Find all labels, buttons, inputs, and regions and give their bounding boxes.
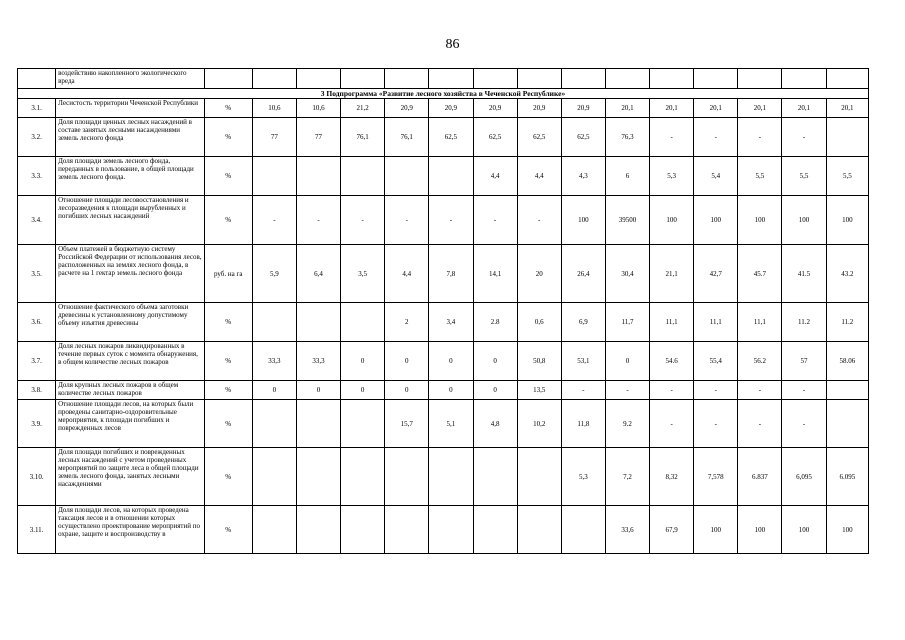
value-cell xyxy=(517,506,561,554)
value-cell: - xyxy=(429,196,473,245)
row-number: 3.6. xyxy=(18,303,56,342)
indicator-cell: Объем платежей в бюджетную систему Российской Федерации от использования лесов, расположенных на землях лесного фонда, в расчете на 1 гектар земель лесного фонда xyxy=(56,245,205,303)
value-cell: 100 xyxy=(561,196,605,245)
value-cell: 11.2 xyxy=(782,303,826,342)
value-cell xyxy=(473,506,517,554)
table-row xyxy=(18,342,869,381)
section-header-row xyxy=(18,89,869,99)
unit-cell: % xyxy=(204,506,252,554)
value-cell: 20,1 xyxy=(826,99,868,118)
value-cell: 56.2 xyxy=(738,342,782,381)
value-cell: 3,4 xyxy=(429,303,473,342)
value-cell: 100 xyxy=(826,196,868,245)
value-cell xyxy=(429,157,473,196)
value-cell xyxy=(296,400,340,448)
value-cell: 6.095 xyxy=(826,448,868,506)
value-cell: 11,1 xyxy=(694,303,738,342)
value-cell: - xyxy=(473,196,517,245)
row-number: 3.7. xyxy=(18,342,56,381)
table-row-continuation xyxy=(18,69,869,89)
table-row xyxy=(18,506,869,554)
value-cell: 100 xyxy=(694,506,738,554)
section-title: 3 Подпрограмма «Развитие лесного хозяйства в Чеченской Республике» xyxy=(18,89,869,99)
value-cell xyxy=(296,506,340,554)
value-cell: - xyxy=(385,196,429,245)
value-cell: 6 xyxy=(605,157,649,196)
value-cell: 20,9 xyxy=(385,99,429,118)
value-cell xyxy=(429,448,473,506)
unit-cell: % xyxy=(204,448,252,506)
value-cell: 5,9 xyxy=(252,245,296,303)
value-cell: 20,1 xyxy=(650,99,694,118)
indicator-cell: Отношение фактического объема заготовки древесины к установленному допустимому объему изъятия древесины xyxy=(56,303,205,342)
value-cell: 6,095 xyxy=(782,448,826,506)
value-cell: - xyxy=(561,381,605,400)
value-cell: 4,4 xyxy=(517,157,561,196)
value-cell: 2.8 xyxy=(473,303,517,342)
row-number: 3.8. xyxy=(18,381,56,400)
unit-cell: % xyxy=(204,196,252,245)
value-cell xyxy=(341,303,385,342)
value-cell: 20 xyxy=(517,245,561,303)
value-cell: 5,3 xyxy=(650,157,694,196)
value-cell: 76,1 xyxy=(341,118,385,157)
value-cell: 33,6 xyxy=(605,506,649,554)
value-cell: 0 xyxy=(341,381,385,400)
unit-cell: % xyxy=(204,99,252,118)
value-cell xyxy=(341,157,385,196)
value-cell: 42,7 xyxy=(694,245,738,303)
unit-cell: % xyxy=(204,118,252,157)
value-cell: 100 xyxy=(694,196,738,245)
unit-cell: % xyxy=(204,342,252,381)
value-cell: 11,1 xyxy=(738,303,782,342)
value-cell xyxy=(341,506,385,554)
value-cell: 0 xyxy=(385,342,429,381)
value-cell: 77 xyxy=(296,118,340,157)
value-cell xyxy=(561,506,605,554)
value-cell: 10,2 xyxy=(517,400,561,448)
value-cell: 5,5 xyxy=(782,157,826,196)
value-cell: 41.5 xyxy=(782,245,826,303)
value-cell: 3,5 xyxy=(341,245,385,303)
table-row xyxy=(18,118,869,157)
value-cell: 4,8 xyxy=(473,400,517,448)
value-cell: 7,8 xyxy=(429,245,473,303)
value-cell xyxy=(296,157,340,196)
value-cell xyxy=(473,448,517,506)
value-cell xyxy=(296,303,340,342)
value-cell: 76,1 xyxy=(385,118,429,157)
value-cell: 15,7 xyxy=(385,400,429,448)
value-cell: 55,4 xyxy=(694,342,738,381)
value-cell: - xyxy=(650,381,694,400)
value-cell: 20,9 xyxy=(561,99,605,118)
row-number: 3.2. xyxy=(18,118,56,157)
value-cell: 2 xyxy=(385,303,429,342)
value-cell: 20,1 xyxy=(694,99,738,118)
value-cell: 0 xyxy=(473,381,517,400)
value-cell: 5,5 xyxy=(826,157,868,196)
value-cell: 76,3 xyxy=(605,118,649,157)
value-cell: 0 xyxy=(473,342,517,381)
value-cell: 6,4 xyxy=(296,245,340,303)
value-cell: 54.6 xyxy=(650,342,694,381)
value-cell: 100 xyxy=(738,506,782,554)
value-cell xyxy=(252,400,296,448)
value-cell: - xyxy=(782,381,826,400)
page-number: 86 xyxy=(445,37,460,52)
value-cell xyxy=(385,506,429,554)
value-cell xyxy=(826,381,868,400)
indicator-cell: Доля площади земель лесного фонда, переданных в пользование, в общей площади земель лесного фонда. xyxy=(56,157,205,196)
value-cell: 11,1 xyxy=(650,303,694,342)
value-cell: - xyxy=(782,400,826,448)
table-row xyxy=(18,245,869,303)
value-cell: 53,1 xyxy=(561,342,605,381)
unit-cell: % xyxy=(204,157,252,196)
value-cell xyxy=(252,448,296,506)
value-cell: 11.2 xyxy=(826,303,868,342)
value-cell: 21,1 xyxy=(650,245,694,303)
value-cell: - xyxy=(605,381,649,400)
value-cell: 20,9 xyxy=(473,99,517,118)
value-cell: - xyxy=(252,196,296,245)
value-cell: 0 xyxy=(296,381,340,400)
value-cell xyxy=(252,157,296,196)
unit-cell: % xyxy=(204,303,252,342)
value-cell: 77 xyxy=(252,118,296,157)
value-cell xyxy=(296,448,340,506)
indicator-cell: Доля площади погибших и поврежденных лесных насаждений с учетом проведенных мероприятий по защите леса в общей площади земель лесного фонда, занятых лесными насаждениями xyxy=(56,448,205,506)
row-number: 3.11. xyxy=(18,506,56,554)
value-cell: 20,1 xyxy=(605,99,649,118)
value-cell: 5,5 xyxy=(738,157,782,196)
value-cell xyxy=(341,400,385,448)
value-cell: 100 xyxy=(782,196,826,245)
value-cell: 62,5 xyxy=(473,118,517,157)
indicator-cell: Доля лесных пожаров ликвидированных в течение первых суток с момента обнаружения, в общем количестве лесных пожаров xyxy=(56,342,205,381)
row-number: 3.5. xyxy=(18,245,56,303)
value-cell: 9.2 xyxy=(605,400,649,448)
value-cell: 7,578 xyxy=(694,448,738,506)
value-cell: 100 xyxy=(826,506,868,554)
row-number: 3.1. xyxy=(18,99,56,118)
value-cell: 14,1 xyxy=(473,245,517,303)
value-cell xyxy=(517,448,561,506)
value-cell: - xyxy=(694,118,738,157)
value-cell: 8,32 xyxy=(650,448,694,506)
value-cell: 0 xyxy=(341,342,385,381)
value-cell: - xyxy=(296,196,340,245)
value-cell: 4,3 xyxy=(561,157,605,196)
value-cell: - xyxy=(738,118,782,157)
value-cell: 67,9 xyxy=(650,506,694,554)
value-cell: 4,4 xyxy=(385,245,429,303)
value-cell: 33,3 xyxy=(296,342,340,381)
value-cell: 43.2 xyxy=(826,245,868,303)
value-cell: 100 xyxy=(650,196,694,245)
value-cell xyxy=(252,303,296,342)
table-row xyxy=(18,381,869,400)
unit-cell: % xyxy=(204,381,252,400)
value-cell: - xyxy=(738,381,782,400)
value-cell xyxy=(385,448,429,506)
value-cell: 5,1 xyxy=(429,400,473,448)
value-cell xyxy=(826,400,868,448)
value-cell xyxy=(826,118,868,157)
value-cell xyxy=(252,506,296,554)
value-cell: 33,3 xyxy=(252,342,296,381)
value-cell: 13,5 xyxy=(517,381,561,400)
table-row xyxy=(18,196,869,245)
indicators-table xyxy=(17,68,869,554)
value-cell: - xyxy=(782,118,826,157)
value-cell: 10,6 xyxy=(296,99,340,118)
indicator-cell: Доля площади ценных лесных насаждений в составе занятых лесными насаждениями земель лесного фонда xyxy=(56,118,205,157)
value-cell xyxy=(385,157,429,196)
value-cell: 62,5 xyxy=(429,118,473,157)
value-cell: 50,8 xyxy=(517,342,561,381)
table-row xyxy=(18,99,869,118)
value-cell: - xyxy=(650,400,694,448)
value-cell: 5,4 xyxy=(694,157,738,196)
row-number: 3.3. xyxy=(18,157,56,196)
table-row xyxy=(18,400,869,448)
value-cell: 6,9 xyxy=(561,303,605,342)
value-cell: 10,6 xyxy=(252,99,296,118)
value-cell: 0 xyxy=(429,381,473,400)
value-cell: 20,1 xyxy=(738,99,782,118)
value-cell: 4,4 xyxy=(473,157,517,196)
indicator-cell: Отношение площади лесовосстановления и лесоразведения к площади вырубленных и погибших лесных насаждений xyxy=(56,196,205,245)
row-number: 3.10. xyxy=(18,448,56,506)
value-cell: 0 xyxy=(429,342,473,381)
value-cell xyxy=(429,506,473,554)
value-cell: 20,1 xyxy=(782,99,826,118)
indicator-cell: Лесистость территории Чеченской Республики xyxy=(56,99,205,118)
row-number: 3.9. xyxy=(18,400,56,448)
value-cell: 7,2 xyxy=(605,448,649,506)
table-row xyxy=(18,448,869,506)
value-cell: 11,7 xyxy=(605,303,649,342)
unit-cell: руб. на га xyxy=(204,245,252,303)
value-cell: 0,6 xyxy=(517,303,561,342)
value-cell: - xyxy=(341,196,385,245)
value-cell: 26,4 xyxy=(561,245,605,303)
unit-cell: % xyxy=(204,400,252,448)
value-cell xyxy=(341,448,385,506)
value-cell: 30,4 xyxy=(605,245,649,303)
indicator-cell: Доля крупных лесных пожаров в общем количестве лесных пожаров xyxy=(56,381,205,400)
value-cell: 100 xyxy=(738,196,782,245)
value-cell: 62,5 xyxy=(517,118,561,157)
value-cell: 0 xyxy=(605,342,649,381)
value-cell: 6.837 xyxy=(738,448,782,506)
value-cell: 0 xyxy=(385,381,429,400)
value-cell: 20,9 xyxy=(429,99,473,118)
value-cell: 11,8 xyxy=(561,400,605,448)
value-cell: 20,9 xyxy=(517,99,561,118)
row-number: 3.4. xyxy=(18,196,56,245)
value-cell: 39500 xyxy=(605,196,649,245)
value-cell: 0 xyxy=(252,381,296,400)
value-cell: 45.7 xyxy=(738,245,782,303)
value-cell: 5,3 xyxy=(561,448,605,506)
value-cell: 62,5 xyxy=(561,118,605,157)
indicator-cell: воздействию накопленного экологического вреда xyxy=(56,69,205,89)
indicator-cell: Отношение площади лесов, на которых были проведены санитарно-оздоровительные мероприятия, к площади погибших и поврежденных лесов xyxy=(56,400,205,448)
value-cell: - xyxy=(738,400,782,448)
value-cell: - xyxy=(650,118,694,157)
value-cell: - xyxy=(517,196,561,245)
indicator-cell: Доля площади лесов, на которых проведена таксация лесов и в отношении которых осуществлено проектирование мероприятий по охране, защите и воспроизводству в xyxy=(56,506,205,554)
value-cell: - xyxy=(694,400,738,448)
value-cell: 100 xyxy=(782,506,826,554)
value-cell: 57 xyxy=(782,342,826,381)
value-cell: 58.06 xyxy=(826,342,868,381)
table-row xyxy=(18,157,869,196)
value-cell: 21,2 xyxy=(341,99,385,118)
value-cell: - xyxy=(694,381,738,400)
table-row xyxy=(18,303,869,342)
